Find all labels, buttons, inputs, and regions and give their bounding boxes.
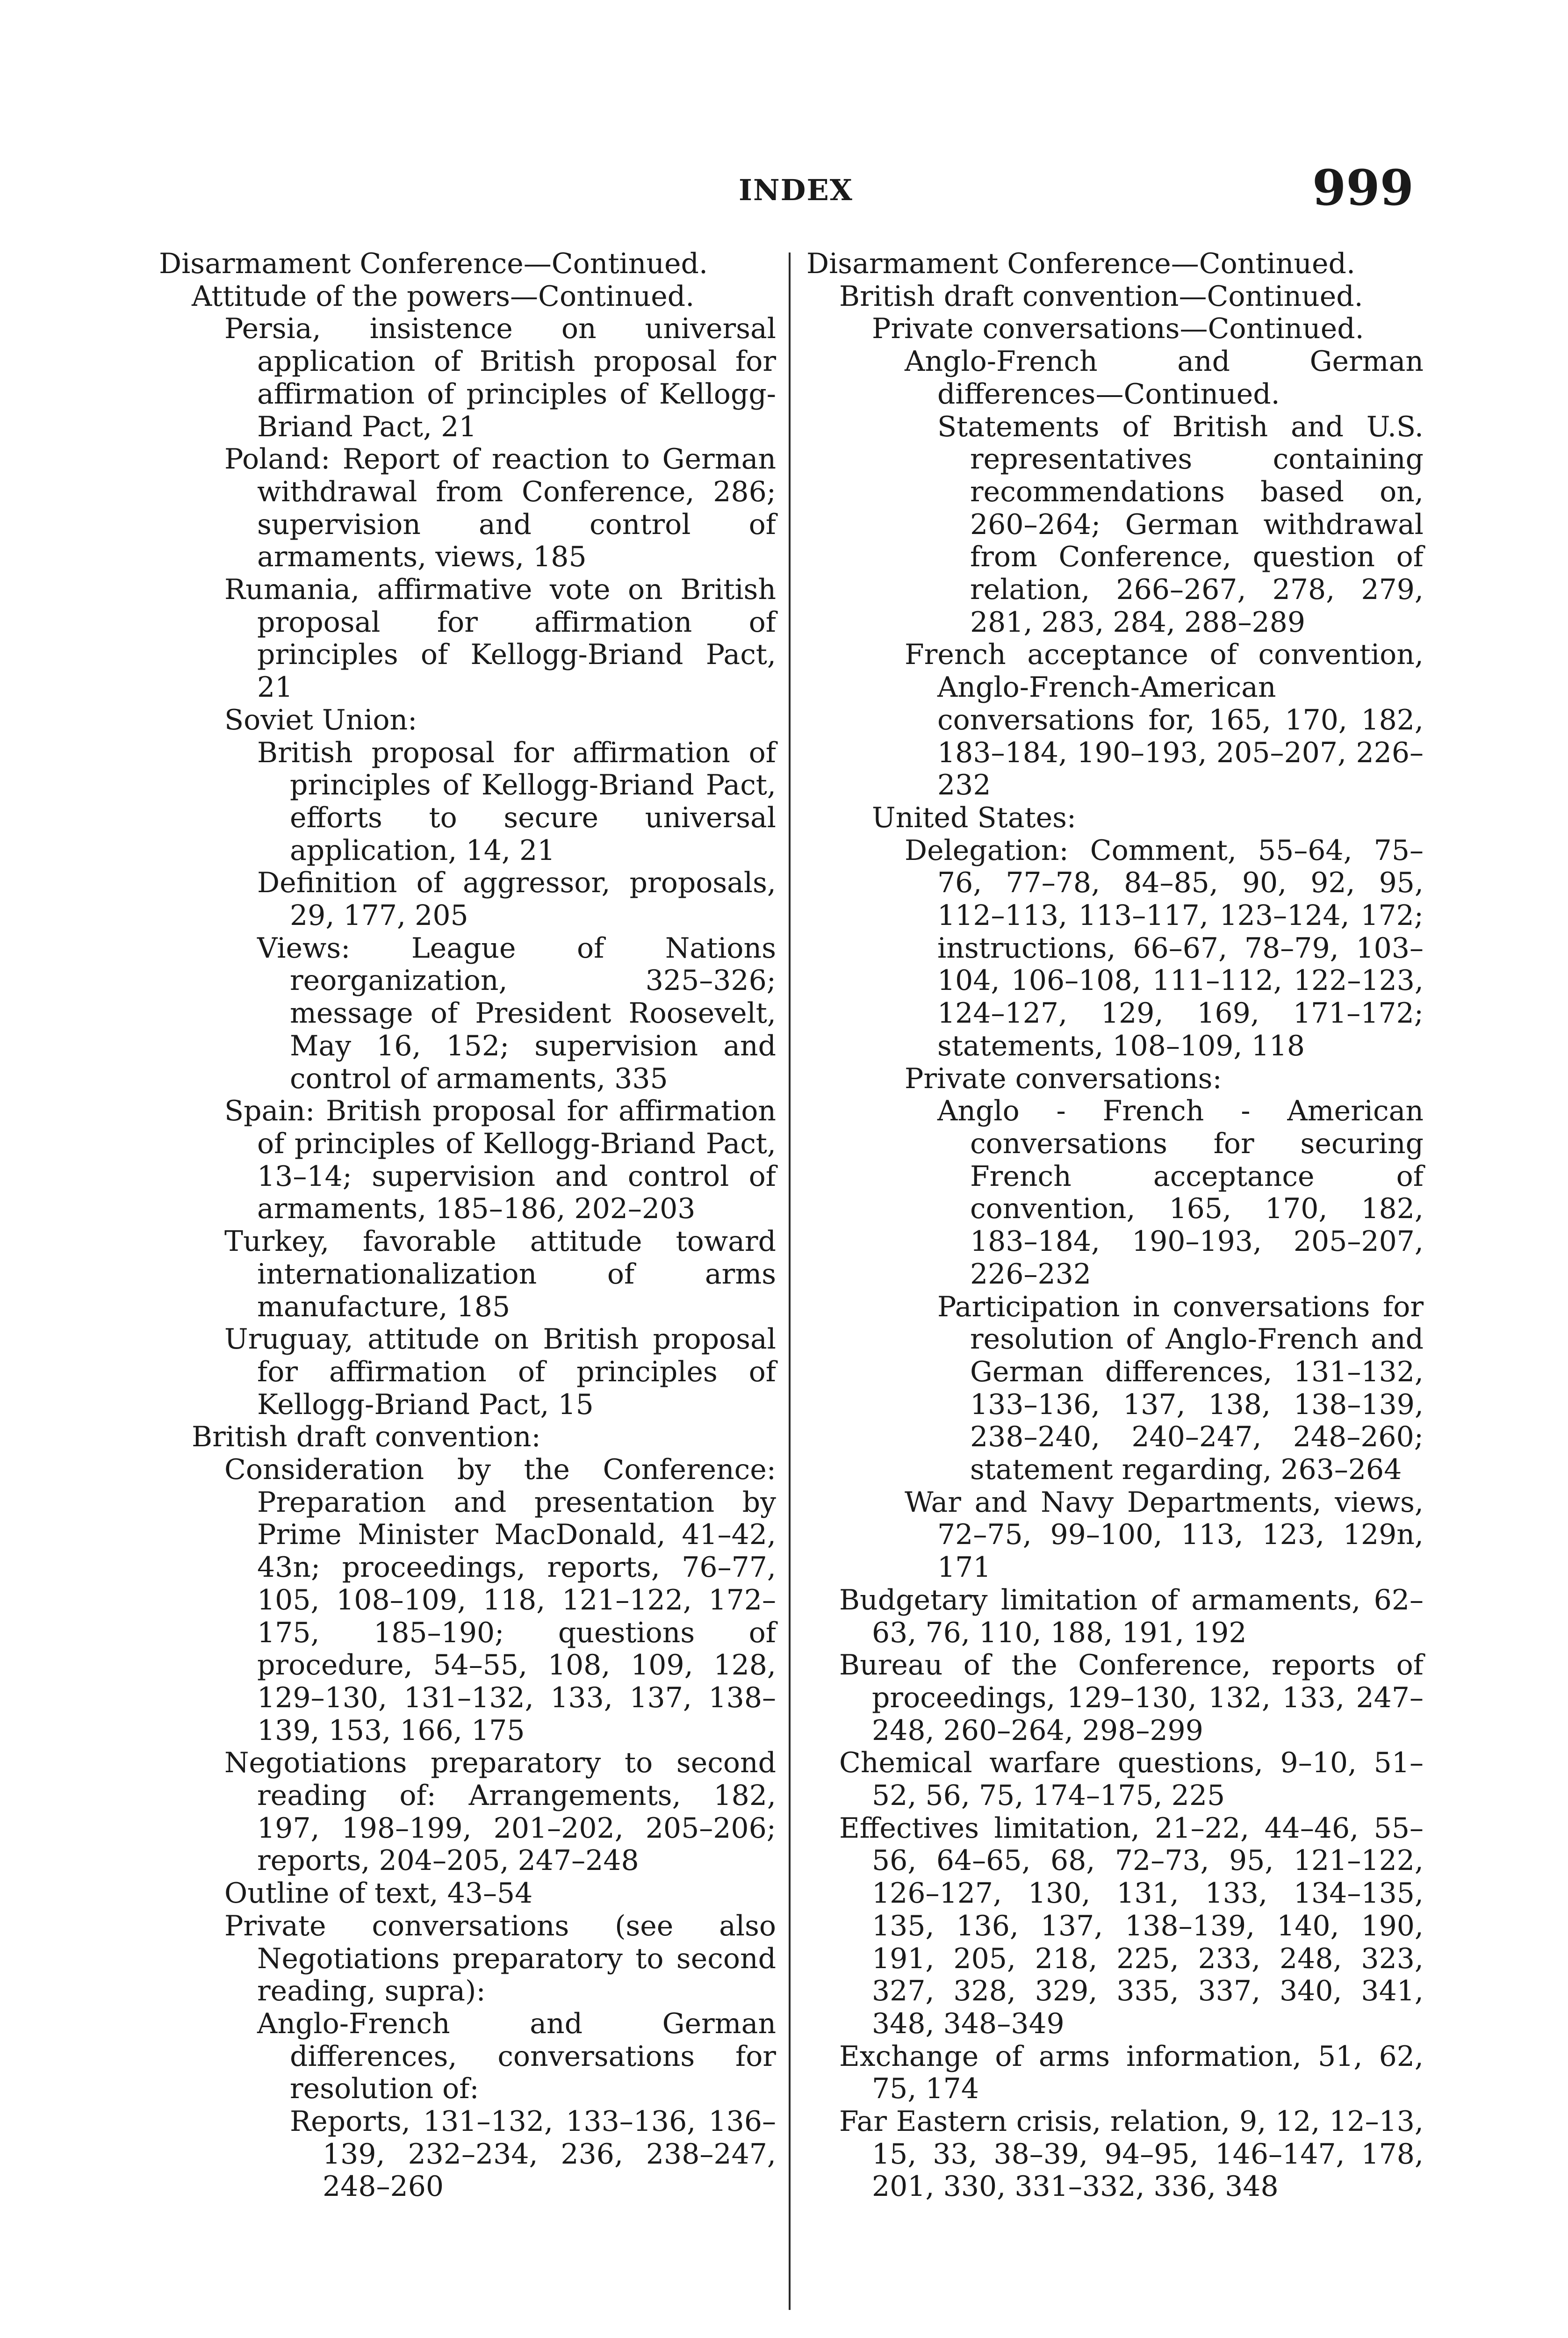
index-entry: Statements of British and U.S. representatives containing recommendations based on, 260–264; German withdrawal from Conference, question of relation, 266–267, 278, 279, 281, 283, 284, 288–289 bbox=[937, 410, 1424, 639]
index-entry: Definition of aggressor, proposals, 29, 177, 205 bbox=[257, 866, 776, 932]
index-entry: British proposal for affirmation of principles of Kellogg-Briand Pact, efforts to secure universal application, 14, 21 bbox=[257, 736, 776, 867]
index-entry: Attitude of the powers—Continued. bbox=[192, 280, 695, 313]
index-column-right bbox=[806, 248, 1424, 2203]
index-entry: Rumania, affirmative vote on British proposal for affirmation of principles of Kellogg-Briand Pact, 21 bbox=[224, 573, 776, 704]
column-divider bbox=[789, 253, 791, 2310]
index-entry: Anglo-French and German differences—Continued. bbox=[905, 345, 1424, 411]
index-column-left bbox=[159, 248, 776, 2203]
index-entry: Anglo-French and German differences, conversations for resolution of: bbox=[257, 2007, 776, 2106]
index-entry: Turkey, favorable attitude toward internationalization of arms manufacture, 185 bbox=[224, 1225, 776, 1323]
index-entry: Outline of text, 43–54 bbox=[224, 1877, 533, 1910]
index-entry: Reports, 131–132, 133–136, 136–139, 232–234, 236, 238–247, 248–260 bbox=[290, 2105, 776, 2203]
page-header bbox=[0, 159, 1568, 224]
index-entry: Private conversations: bbox=[905, 1062, 1222, 1095]
index-entry: Views: League of Nations reorganization, 325–326; message of President Roosevelt, May 16, 152; supervision and control of armaments, 335 bbox=[257, 931, 776, 1095]
running-head: INDEX bbox=[739, 173, 853, 207]
index-entry: Uruguay, attitude on British proposal for affirmation of principles of Kellogg-Briand Pact, 15 bbox=[224, 1323, 776, 1421]
index-entry: Consideration by the Conference: Preparation and presentation by Prime Minister MacDonald, 41–42, 43n; proceedings, reports, 76–77, 105, 108–109, 118, 121–122, 172–175, 185–190; questions of procedure, 54–55, 108, 109, 128, 129–130, 131–132, 133, 137, 138–139, 153, 166, 175 bbox=[224, 1453, 776, 1747]
index-entry: Budgetary limitation of armaments, 62–63, 76, 110, 188, 191, 192 bbox=[839, 1583, 1424, 1649]
index-entry: United States: bbox=[872, 801, 1077, 834]
index-entry: Negotiations preparatory to second reading of: Arrangements, 182, 197, 198–199, 201–202, 205–206; reports, 204–205, 247–248 bbox=[224, 1746, 776, 1877]
index-entry: British draft convention: bbox=[192, 1421, 541, 1454]
index-entry: Disarmament Conference—Continued. bbox=[806, 247, 1356, 280]
page-number: 999 bbox=[1312, 159, 1414, 216]
index-entry: Private conversations (see also Negotiations preparatory to second reading, supra): bbox=[224, 1909, 776, 2008]
index-entry: Participation in conversations for resolution of Anglo-French and German differences, 131–132, 133–136, 137, 138, 138–139, 238–240, 240–247, 248–260; statement regarding, 263–264 bbox=[937, 1290, 1424, 1487]
index-entry: Far Eastern crisis, relation, 9, 12, 12–13, 15, 33, 38–39, 94–95, 146–147, 178, 201, 330, 331–332, 336, 348 bbox=[839, 2105, 1424, 2203]
index-entry: British draft convention—Continued. bbox=[839, 280, 1363, 313]
index-entry: Anglo - French - American conversations for securing French acceptance of convention, 165, 170, 182, 183–184, 190–193, 205–207, 226–232 bbox=[937, 1095, 1424, 1291]
index-entry: French acceptance of convention, Anglo-French-American conversations for, 165, 170, 182, 183–184, 190–193, 205–207, 226–232 bbox=[905, 638, 1424, 802]
index-entry: Persia, insistence on universal application of British proposal for affirmation of principles of Kellogg-Briand Pact, 21 bbox=[224, 312, 776, 443]
index-entry: Poland: Report of reaction to German withdrawal from Conference, 286; supervision and control of armaments, views, 185 bbox=[224, 443, 776, 574]
index-entry: War and Navy Departments, views, 72–75, 99–100, 113, 123, 129n, 171 bbox=[905, 1486, 1424, 1584]
index-entry: Bureau of the Conference, reports of proceedings, 129–130, 132, 133, 247–248, 260–264, 298–299 bbox=[839, 1649, 1424, 1747]
index-entry: Chemical warfare questions, 9–10, 51–52, 56, 75, 174–175, 225 bbox=[839, 1746, 1424, 1812]
index-entry: Effectives limitation, 21–22, 44–46, 55–56, 64–65, 68, 72–73, 95, 121–122, 126–127, 130, 131, 133, 134–135, 135, 136, 137, 138–139, 140, 190, 191, 205, 218, 225, 233, 248, 323, 327, 328, 329, 335, 337, 340, 341, 348, 348–349 bbox=[839, 1811, 1424, 2040]
index-entry: Spain: British proposal for affirmation of principles of Kellogg-Briand Pact, 13–14; supervision and control of armaments, 185–186, 202–203 bbox=[224, 1095, 776, 1226]
index-entry: Disarmament Conference—Continued. bbox=[159, 247, 708, 280]
index-entry: Delegation: Comment, 55–64, 75–76, 77–78, 84–85, 90, 92, 95, 112–113, 113–117, 123–124, 172; instructions, 66–67, 78–79, 103–104, 106–108, 111–112, 122–123, 124–127, 129, 169, 171–172; statements, 108–109, 118 bbox=[905, 834, 1424, 1062]
index-entry: Exchange of arms information, 51, 62, 75, 174 bbox=[839, 2040, 1424, 2106]
index-entry: Private conversations—Continued. bbox=[872, 312, 1364, 346]
index-entry: Soviet Union: bbox=[224, 703, 417, 736]
